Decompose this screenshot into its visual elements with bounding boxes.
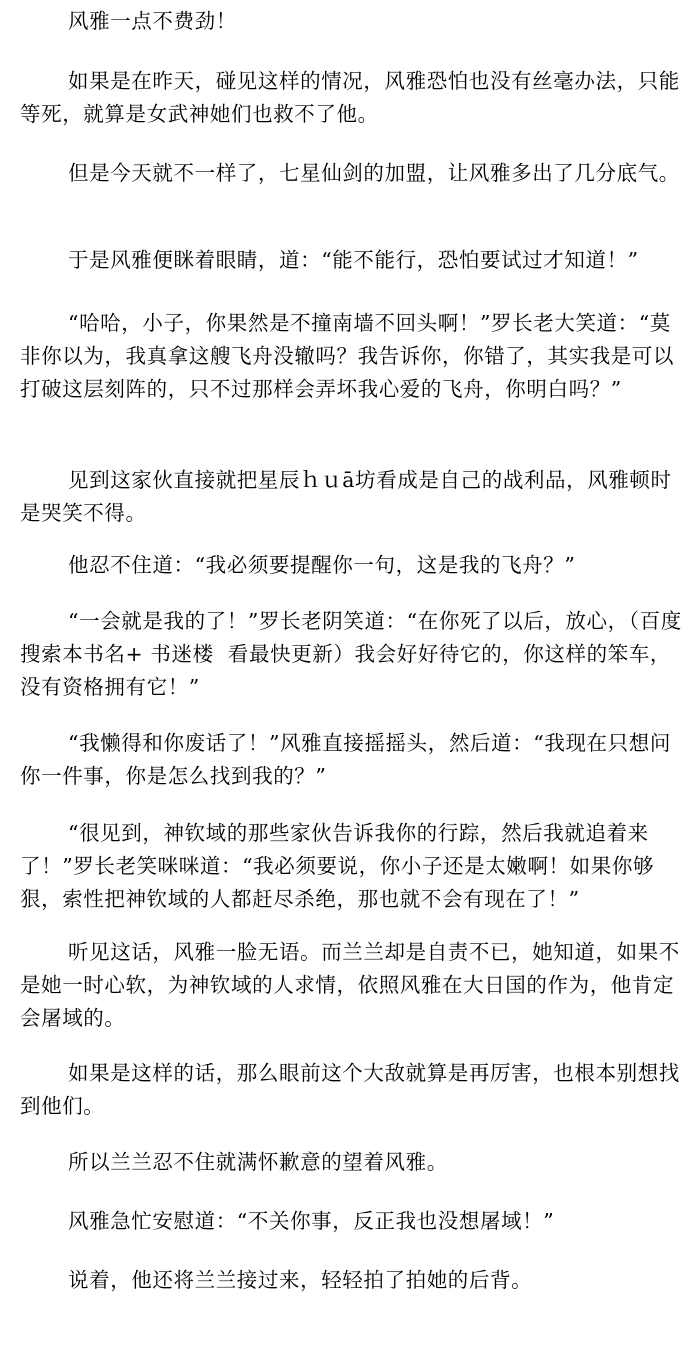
paragraph-13: 所以兰兰忍不住就满怀歉意的望着风雅。	[68, 1150, 448, 1174]
paragraph-10: “很见到，神钦域的那些家伙告诉我你的行踪，然后我就追着来了！”罗长老笑咪咪道：“我必须要说，你小子还是太嫩啊！如果你够狠，索性把神钦域的人都赶尽杀绝，那也就不会有现在了！”	[20, 821, 655, 911]
paragraph-11: 听见这话，风雅一脸无语。而兰兰却是自责不已，她知道，如果不是她一时心软，为神钦域的人求情，依照风雅在大日国的作为，他肯定会屠域的。	[20, 940, 680, 1030]
paragraph-14: 风雅急忙安慰道：“不关你事，反正我也没想屠域！”	[68, 1209, 555, 1233]
paragraph-9: “我懒得和你废话了！”风雅直接摇摇头，然后道：“我现在只想问你一件事，你是怎么找到我的？”	[20, 731, 671, 788]
paragraph-6: 见到这家伙直接就把星辰ｈｕā坊看成是自己的战利品，风雅顿时是哭笑不得。	[20, 468, 672, 525]
paragraph-1: 风雅一点不费劲！	[68, 9, 237, 33]
paragraph-2: 如果是在昨天，碰见这样的情况，风雅恐怕也没有丝毫办法，只能等死，就算是女武神她们也救不了他。	[20, 69, 680, 126]
paragraph-12: 如果是这样的话，那么眼前这个大敌就算是再厉害，也根本别想找到他们。	[20, 1061, 680, 1118]
paragraph-5: “哈哈，小子，你果然是不撞南墙不回头啊！”罗长老大笑道：“莫非你以为，我真拿这艘飞舟没辙吗？我告诉你，你错了，其实我是可以打破这层刻阵的，只不过那样会弄坏我心爱的飞舟，你明白吗？”	[20, 311, 675, 401]
paragraph-4: 于是风雅便眯着眼睛，道：“能不能行，恐怕要试过才知道！”	[68, 248, 639, 272]
paragraph-8: “一会就是我的了！”罗长老阴笑道：“在你死了以后，放心，（百度搜索本书名+ 书迷楼 看最快更新）我会好好待它的，你这样的笨车，没有资格拥有它！”	[20, 609, 682, 699]
paragraph-3: 但是今天就不一样了，七星仙剑的加盟，让风雅多出了几分底气。	[68, 161, 680, 185]
paragraph-15: 说着，他还将兰兰接过来，轻轻拍了拍她的后背。	[68, 1268, 533, 1292]
paragraph-7: 他忍不住道：“我必须要提醒你一句，这是我的飞舟？”	[68, 553, 576, 577]
